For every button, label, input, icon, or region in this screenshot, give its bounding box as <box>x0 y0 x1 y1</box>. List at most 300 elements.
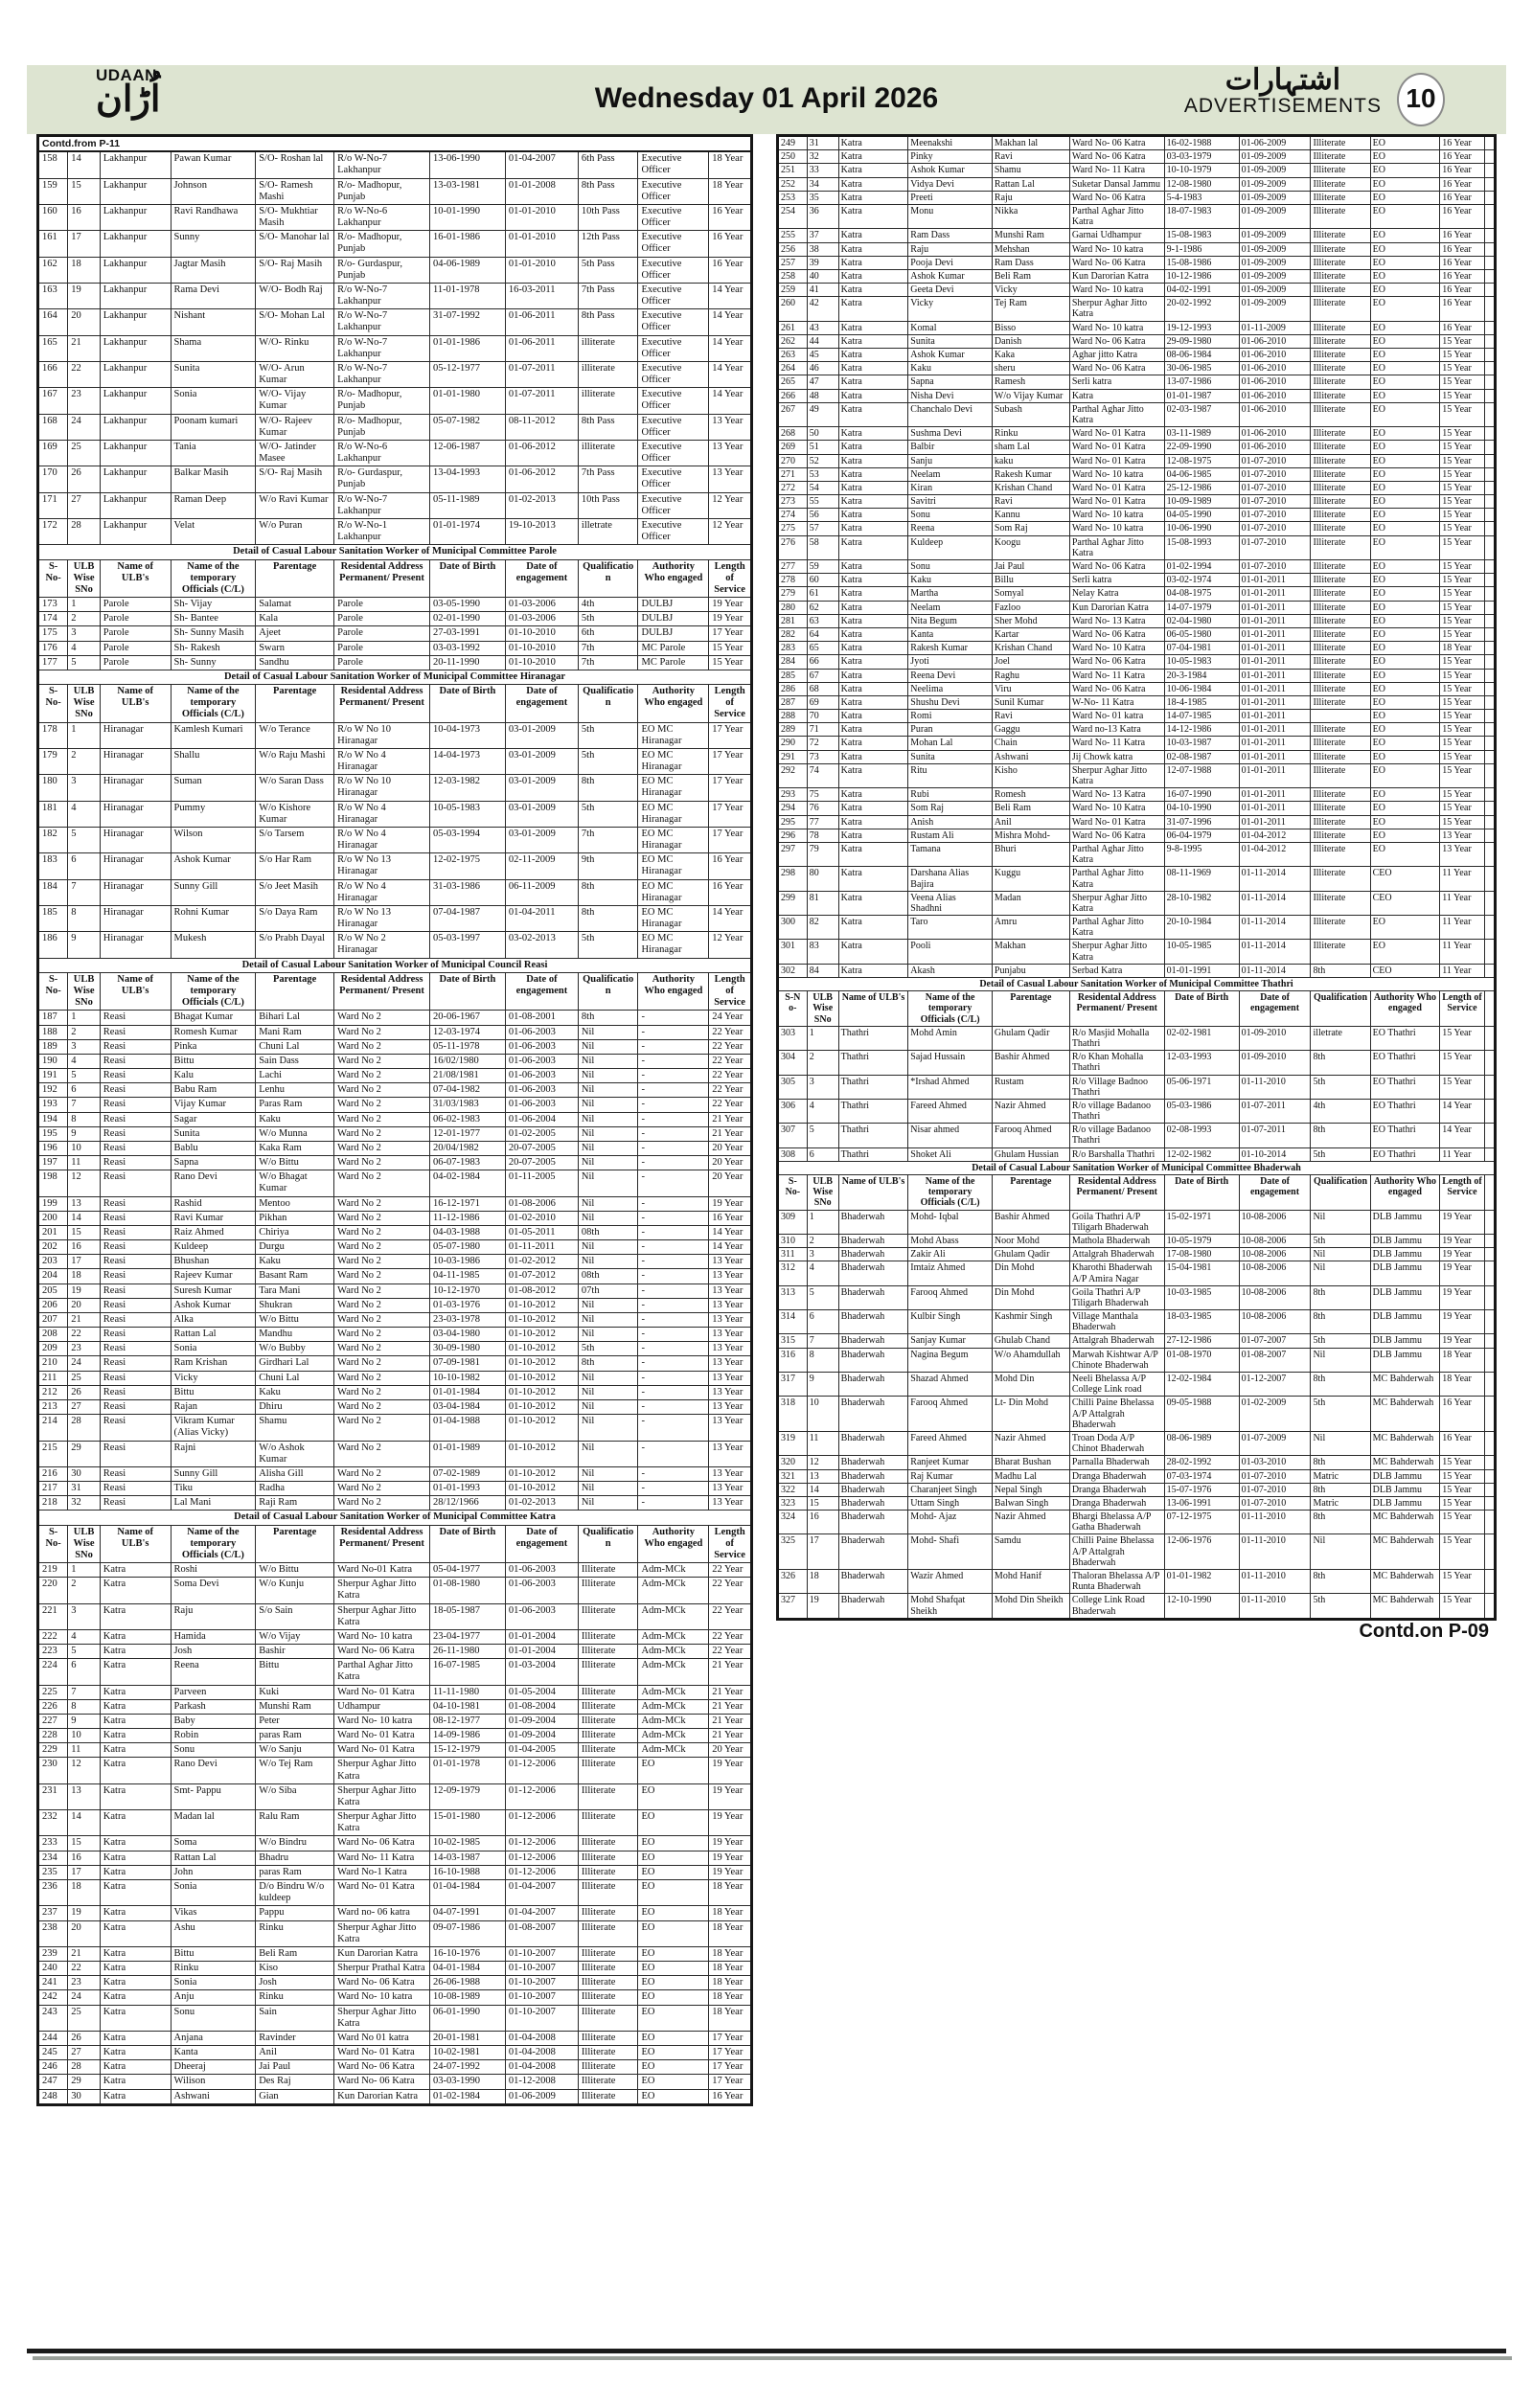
cell: 9 <box>68 932 101 958</box>
cell: 172 <box>38 518 68 544</box>
cell: Chanchalo Devi <box>908 402 993 426</box>
cell: 232 <box>38 1810 68 1836</box>
cell: Udhampur <box>334 1699 430 1714</box>
cell: Ward No- 06 Katra <box>1069 560 1164 574</box>
cell: 01-01-2011 <box>1239 587 1311 601</box>
column-header: Date of Birth <box>429 972 505 1011</box>
cell: Monu <box>908 204 993 228</box>
cell: Shallu <box>171 748 256 774</box>
cell: Parole <box>334 598 430 612</box>
cell: 19 <box>68 1906 101 1920</box>
cell: Nil <box>1311 1348 1370 1372</box>
cell: 01-02-2013 <box>505 1496 578 1511</box>
cell: MC Bahderwah <box>1370 1431 1440 1455</box>
cell: 17 Year <box>709 2075 752 2089</box>
cell: Bhaderwah <box>838 1469 908 1483</box>
cell: 16 Year <box>709 853 752 879</box>
cell: 318 <box>778 1397 808 1432</box>
cell: 175 <box>38 626 68 641</box>
cell: DLB Jammu <box>1370 1210 1440 1234</box>
cell: 25 <box>68 1371 101 1385</box>
cell: 61 <box>807 587 838 601</box>
cell: Dranga Bhaderwah <box>1069 1483 1164 1496</box>
cell: 01-02-1984 <box>429 2089 505 2104</box>
table-row <box>778 1570 1496 1594</box>
cell: 01-06-2003 <box>505 1603 578 1629</box>
cell: 01-07-2010 <box>1239 535 1311 559</box>
cell: Thathri <box>838 1026 908 1050</box>
cell: 291 <box>778 750 808 763</box>
cell: Nil <box>1311 1534 1370 1570</box>
cell: 3 <box>68 1603 101 1629</box>
cell: Ward No 2 <box>334 1385 430 1399</box>
column-header: Name of the temporary Officials (C/L) <box>171 685 256 723</box>
cell: EO <box>1370 655 1440 669</box>
cell: Ward No 2 <box>334 1170 430 1196</box>
cell: 233 <box>38 1836 68 1851</box>
cell: 256 <box>778 242 808 256</box>
table-row <box>38 827 752 852</box>
cell: Suketar Dansal Jammu <box>1069 177 1164 191</box>
cell: 01-07-2007 <box>1239 1334 1311 1348</box>
cell: Illiterate <box>578 1920 638 1946</box>
cell: 08th <box>578 1269 638 1284</box>
cell: Lakhanpur <box>100 492 171 518</box>
cell: Mohd Din Sheikh <box>992 1594 1069 1619</box>
cell: Ward No 2 <box>334 1356 430 1371</box>
table-row <box>38 1069 752 1083</box>
cell: Illiterate <box>1311 389 1370 402</box>
cell: Ajeet <box>256 626 334 641</box>
cell: 01-01-2011 <box>1239 655 1311 669</box>
cell: Neelima <box>908 682 993 695</box>
cell: 219 <box>38 1563 68 1578</box>
cell: Shamu <box>256 1415 334 1441</box>
cell: Des Raj <box>256 2075 334 2089</box>
cell: 15 Year <box>1440 1026 1484 1050</box>
cell: 307 <box>778 1124 808 1147</box>
cell: 23 <box>68 1976 101 1990</box>
cell: 01-02-2010 <box>505 1211 578 1225</box>
cell: 6 <box>807 1310 838 1334</box>
cell: Balwan Singh <box>992 1496 1069 1510</box>
cell: 228 <box>38 1729 68 1743</box>
cell: 13 Year <box>709 1284 752 1298</box>
cell: EO <box>1370 389 1440 402</box>
cell: Katra <box>100 1699 171 1714</box>
cell: Katra <box>100 1659 171 1685</box>
cell: 15 Year <box>1440 788 1484 802</box>
cell: 17 <box>68 1865 101 1879</box>
cell: Ward No 2 <box>334 1482 430 1496</box>
cell: 17 <box>807 1534 838 1570</box>
cell: 12 Year <box>709 932 752 958</box>
cell: DLB Jammu <box>1370 1285 1440 1309</box>
cell: 30-06-1985 <box>1164 362 1239 375</box>
cell: 14 Year <box>709 388 752 414</box>
cell: 4 <box>807 1099 838 1123</box>
cell: Nil <box>578 1069 638 1083</box>
column-header-row <box>38 972 752 1011</box>
cell: 14 Year <box>709 283 752 308</box>
cell: 01-01-2011 <box>1239 695 1311 709</box>
cell: EO <box>1370 164 1440 177</box>
cell: 01-12-2006 <box>505 1851 578 1865</box>
table-row <box>38 775 752 801</box>
cell: Sonia <box>171 1976 256 1990</box>
cell: Katra <box>838 655 908 669</box>
table-row <box>38 204 752 230</box>
column-header: Date of engagement <box>1239 1175 1311 1211</box>
cell: 31/03/1983 <box>429 1098 505 1112</box>
cell: Reasi <box>100 1011 171 1025</box>
cell: 30 <box>68 2089 101 2104</box>
cell: Illiterate <box>1311 509 1370 522</box>
cell: 18-05-1987 <box>429 1603 505 1629</box>
spacer-cell <box>1484 964 1495 977</box>
cell: Anish <box>908 815 993 829</box>
cell: 75 <box>807 788 838 802</box>
cell: 16 Year <box>709 2089 752 2104</box>
section-title-row <box>38 545 752 559</box>
table-row <box>38 388 752 414</box>
cell: W/o Bittu <box>256 1312 334 1327</box>
cell: 28-10-1982 <box>1164 891 1239 915</box>
cell: EO <box>1370 642 1440 655</box>
table-row <box>38 1255 752 1269</box>
cell: Illiterate <box>1311 682 1370 695</box>
cell: Makhan <box>992 940 1069 964</box>
cell: 168 <box>38 414 68 440</box>
cell: Nil <box>578 1385 638 1399</box>
cell: Bashir Ahmed <box>992 1210 1069 1234</box>
cell: 187 <box>38 1011 68 1025</box>
cell: Alka <box>171 1312 256 1327</box>
cell: Sherpur Aghar Jitto Katra <box>334 1758 430 1783</box>
cell: Nil <box>578 1415 638 1441</box>
cell: Illiterate <box>578 1865 638 1879</box>
cell: 195 <box>38 1126 68 1141</box>
cell: 16 Year <box>709 879 752 905</box>
cell: 306 <box>778 1099 808 1123</box>
table-row <box>38 1011 752 1025</box>
cell: 13 Year <box>709 1482 752 1496</box>
cell: 8th <box>1311 1456 1370 1469</box>
cell: S/O- Raj Masih <box>256 466 334 492</box>
table-row <box>778 916 1496 940</box>
cell: R/o village Badanoo Thathri <box>1069 1099 1164 1123</box>
cell: Amru <box>992 916 1069 940</box>
cell: Paras Ram <box>256 1098 334 1112</box>
cell: 14 <box>807 1483 838 1496</box>
cell: DLB Jammu <box>1370 1334 1440 1348</box>
cell: 2 <box>68 748 101 774</box>
cell: 11 <box>807 1431 838 1455</box>
cell: Bhaderwah <box>838 1483 908 1496</box>
cell: 12-08-1980 <box>1164 177 1239 191</box>
cell: 5th <box>1311 1075 1370 1099</box>
cell: Swarn <box>256 641 334 655</box>
cell: Bhaderwah <box>838 1534 908 1570</box>
cell: Ward No- 01 Katra <box>334 1685 430 1699</box>
cell: 3 <box>807 1248 838 1261</box>
cell: Ward No 2 <box>334 1371 430 1385</box>
spacer-cell <box>1484 150 1495 164</box>
cell: Lakhanpur <box>100 204 171 230</box>
cell: 5th <box>1311 1334 1370 1348</box>
cell: Thathri <box>838 1124 908 1147</box>
table-row <box>38 466 752 492</box>
cell: Katra <box>838 574 908 587</box>
cell: 322 <box>778 1483 808 1496</box>
cell: Soma Devi <box>171 1578 256 1603</box>
cell: Bashir Ahmed <box>992 1051 1069 1075</box>
cell: 14 <box>68 1810 101 1836</box>
cell: 04-10-1981 <box>429 1699 505 1714</box>
cell: 193 <box>38 1098 68 1112</box>
cell: 01-07-2009 <box>1239 1431 1311 1455</box>
table-row <box>778 427 1496 441</box>
table-row <box>38 612 752 626</box>
cell: Bittu <box>171 1946 256 1961</box>
cell: 01-10-2007 <box>505 1946 578 1961</box>
cell: Rajeev Kumar <box>171 1269 256 1284</box>
cell: Hiranagar <box>100 827 171 852</box>
cell: 17 <box>68 1255 101 1269</box>
spacer-cell <box>1484 242 1495 256</box>
cell: Ward No- 06 Katra <box>1069 136 1164 150</box>
cell: 04-02-1991 <box>1164 284 1239 297</box>
cell: 8 <box>68 905 101 931</box>
cell: 20-07-2005 <box>505 1141 578 1155</box>
cell: 16-07-1985 <box>429 1659 505 1685</box>
table-row <box>778 454 1496 467</box>
cell: EO <box>1370 441 1440 454</box>
cell: - <box>638 1196 709 1211</box>
cell: 02-11-2009 <box>505 853 578 879</box>
cell: Illiterate <box>1311 495 1370 509</box>
spacer-cell <box>1484 1234 1495 1247</box>
table-row <box>38 1603 752 1629</box>
spacer-cell <box>1484 710 1495 723</box>
cell: EO MC Hiranagar <box>638 905 709 931</box>
cell: 184 <box>38 879 68 905</box>
cell: 05-03-1997 <box>429 932 505 958</box>
column-header: Date of engagement <box>1239 991 1311 1027</box>
cell: Sain Dass <box>256 1054 334 1068</box>
table-row <box>38 335 752 361</box>
cell: 07-04-1982 <box>429 1083 505 1098</box>
cell: 10-03-1986 <box>429 1255 505 1269</box>
cell: 10-12-1970 <box>429 1284 505 1298</box>
cell: 199 <box>38 1196 68 1211</box>
cell: 24 <box>68 414 101 440</box>
cell: 01-04-2007 <box>505 151 578 178</box>
cell: Katra <box>838 164 908 177</box>
cell: 11 Year <box>1440 964 1484 977</box>
cell: Matric <box>1311 1496 1370 1510</box>
cell: 8th <box>1311 1124 1370 1147</box>
cell: W/o Tej Ram <box>256 1758 334 1783</box>
cell: Som Raj <box>908 802 993 815</box>
cell: R/o- Madhopur, Punjab <box>334 388 430 414</box>
cell: 26 <box>68 1385 101 1399</box>
cell: 13 Year <box>709 1371 752 1385</box>
cell: Executive Officer <box>638 518 709 544</box>
cell: Ward No- 01 Katra <box>1069 481 1164 494</box>
cell: Illiterate <box>1311 441 1370 454</box>
column-header: Name of the temporary Officials (C/L) <box>171 972 256 1011</box>
column-header: Authority Who engaged <box>638 972 709 1011</box>
cell: 01-04-2007 <box>505 1880 578 1906</box>
cell: 01-07-2010 <box>1239 481 1311 494</box>
column-header: Authority Who engaged <box>1370 1175 1440 1211</box>
cell: Hiranagar <box>100 905 171 931</box>
cell: Pooli <box>908 940 993 964</box>
cell: Adm-MCk <box>638 1743 709 1758</box>
cell: Kuki <box>256 1685 334 1699</box>
cell: EO <box>1370 495 1440 509</box>
table-row <box>38 1098 752 1112</box>
cell: 1 <box>807 1026 838 1050</box>
table-row <box>778 815 1496 829</box>
cell: 69 <box>807 695 838 709</box>
cell: Executive Officer <box>638 466 709 492</box>
cell: Bablu <box>171 1141 256 1155</box>
cell: 16 Year <box>1440 177 1484 191</box>
cell: R/o Khan Mohalla Thathri <box>1069 1051 1164 1075</box>
cell: 8th <box>1311 1483 1370 1496</box>
cell: Garnai Udhampur <box>1069 229 1164 242</box>
cell: 13-06-1990 <box>429 151 505 178</box>
cell: 16 Year <box>1440 191 1484 204</box>
column-header: Name of ULB's <box>838 991 908 1027</box>
cell: Reasi <box>100 1269 171 1284</box>
cell: MC Parole <box>638 655 709 670</box>
cell: 01-08-2007 <box>1239 1348 1311 1372</box>
cell: 13 Year <box>709 1255 752 1269</box>
column-header: Name of ULB's <box>100 972 171 1011</box>
cell: Kaka Ram <box>256 1141 334 1155</box>
cell: 65 <box>807 642 838 655</box>
cell: 287 <box>778 695 808 709</box>
cell: 10-02-1985 <box>429 1836 505 1851</box>
cell: Katra <box>838 389 908 402</box>
spacer-cell <box>1484 802 1495 815</box>
cell: 15 Year <box>1440 1511 1484 1534</box>
cell: R/o W No 4 Hiranagar <box>334 879 430 905</box>
cell: 01-01-2010 <box>505 257 578 283</box>
cell: Gian <box>256 2089 334 2104</box>
cell: 01-11-2010 <box>1239 1075 1311 1099</box>
cell: 270 <box>778 454 808 467</box>
cell: Din Mohd <box>992 1285 1069 1309</box>
table-row <box>778 788 1496 802</box>
cell: 326 <box>778 1570 808 1594</box>
cell: S/o Jeet Masih <box>256 879 334 905</box>
cell: 01-12-2006 <box>505 1810 578 1836</box>
cell: 308 <box>778 1147 808 1161</box>
cell: 225 <box>38 1685 68 1699</box>
cell: Bhaderwah <box>838 1456 908 1469</box>
cell: 21 Year <box>709 1685 752 1699</box>
cell: 18 Year <box>709 1906 752 1920</box>
cell: Chuni Lal <box>256 1039 334 1054</box>
cell: EO <box>1370 723 1440 737</box>
cell: W/o Munna <box>256 1126 334 1141</box>
cell: Katra <box>838 867 908 891</box>
cell: W/o Vijay Kumar <box>992 389 1069 402</box>
cell: 11 <box>68 1743 101 1758</box>
cell: Katra <box>838 495 908 509</box>
cell: MC Bahderwah <box>1370 1570 1440 1594</box>
cell: 12-01-1977 <box>429 1126 505 1141</box>
cell: 01-08-1980 <box>429 1578 505 1603</box>
cell: Reasi <box>100 1211 171 1225</box>
cell: 01-01-1986 <box>429 335 505 361</box>
spacer-cell <box>1484 815 1495 829</box>
cell: 01-10-2007 <box>505 1976 578 1990</box>
cell: 15 Year <box>1440 441 1484 454</box>
column-header: Date of engagement <box>505 972 578 1011</box>
cell: EO <box>638 1836 709 1851</box>
cell: Katra <box>100 1990 171 2005</box>
cell: 304 <box>778 1051 808 1075</box>
spacer-cell <box>1484 1248 1495 1261</box>
cell: 205 <box>38 1284 68 1298</box>
cell: Bhadru <box>256 1851 334 1865</box>
cell: 189 <box>38 1039 68 1054</box>
cell: 17 Year <box>709 2060 752 2075</box>
cell: Ward No- 06 Katra <box>1069 334 1164 348</box>
cell: Shazad Ahmed <box>908 1373 993 1397</box>
cell: 15 Year <box>1440 802 1484 815</box>
cell: 14 Year <box>709 1225 752 1239</box>
cell: Illiterate <box>578 1758 638 1783</box>
cell: 250 <box>778 150 808 164</box>
cell: 22-09-1990 <box>1164 441 1239 454</box>
cell: 45 <box>807 349 838 362</box>
cell: Ward no- 06 katra <box>334 1906 430 1920</box>
cell: Ravi Kumar <box>171 1211 256 1225</box>
cell: Katra <box>838 334 908 348</box>
cell: EO <box>1370 375 1440 389</box>
cell: EO <box>1370 842 1440 866</box>
cell: EO MC Hiranagar <box>638 748 709 774</box>
spacer-cell <box>1484 682 1495 695</box>
cell: 12 Year <box>709 492 752 518</box>
cell: R/o village Badanoo Thathri <box>1069 1124 1164 1147</box>
cell: R/o W No 4 Hiranagar <box>334 748 430 774</box>
cell: 211 <box>38 1371 68 1385</box>
cell: Reasi <box>100 1441 171 1466</box>
cell: EO <box>1370 229 1440 242</box>
column-header: S- No- <box>38 685 68 723</box>
cell: 15 Year <box>709 641 752 655</box>
cell: 19 <box>807 1594 838 1619</box>
cell: EO MC Hiranagar <box>638 722 709 748</box>
cell: EO <box>1370 467 1440 481</box>
cell: 259 <box>778 284 808 297</box>
cell: 22 Year <box>709 1563 752 1578</box>
cell: EO <box>1370 682 1440 695</box>
cell: 19 Year <box>709 1783 752 1809</box>
cell: Sh- Bantee <box>171 612 256 626</box>
cell: Nil <box>578 1126 638 1141</box>
cell: 8th <box>578 1011 638 1025</box>
cell: 21 Year <box>709 1659 752 1685</box>
table-row <box>778 362 1496 375</box>
